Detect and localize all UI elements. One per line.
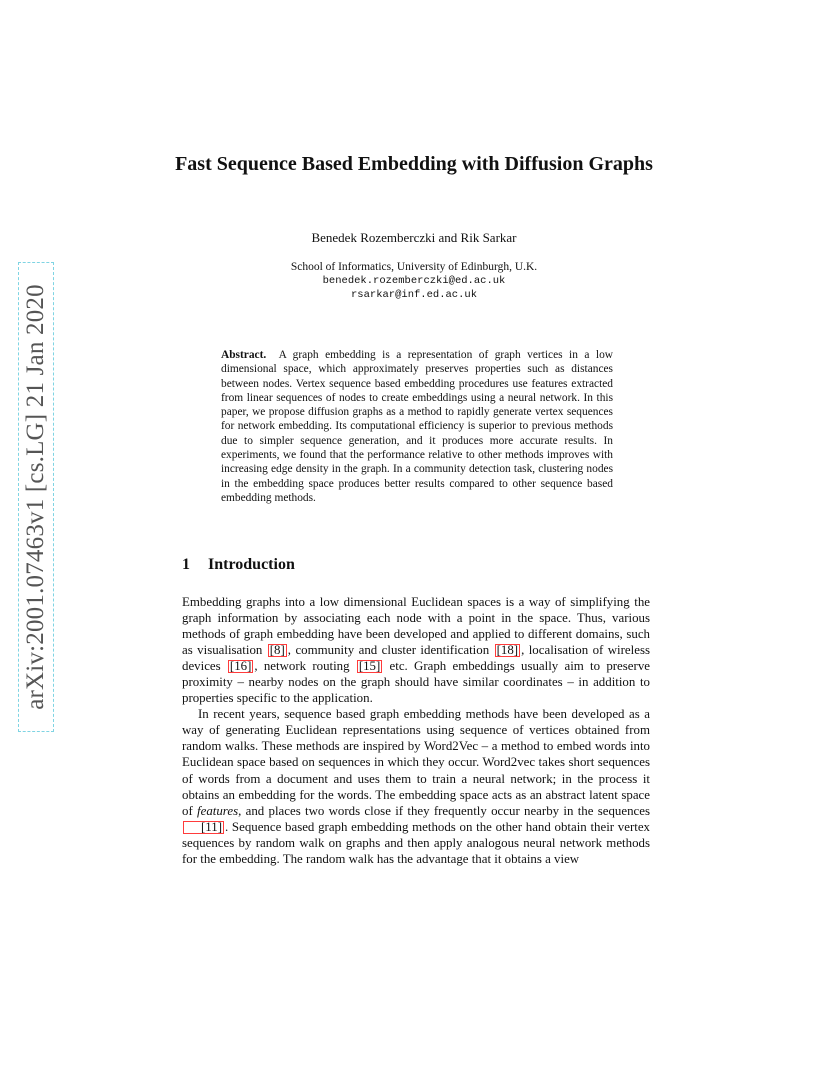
citation-link[interactable]: [8] bbox=[269, 643, 285, 658]
text-run: , network routing bbox=[254, 659, 356, 674]
arxiv-stamp bbox=[18, 262, 54, 732]
affiliation bbox=[170, 260, 658, 302]
authors: Benedek Rozemberczki and Rik Sarkar bbox=[311, 230, 517, 245]
abstract-text: A graph embedding is a representation of graph vertices in a low dimensional space, which approximately preserves properties such as distances between nodes. Vertex sequence based embedding procedures use features extracted from linear sequences of nodes to create embeddings using a neural network. In this paper, we propose diffusion graphs as a method to rapidly generate vertex sequences for network embedding. Its computational efficiency is superior to previous methods due to simpler sequence generation, and it produces more accurate results. In experiments, we found that the performance relative to other methods improves with increasing edge density in the graph. In a community detection task, clustering nodes in the embedding space produces better results compared to other sequence based embedding methods. bbox=[221, 349, 613, 504]
section-number: 1 bbox=[182, 556, 190, 573]
body-text bbox=[182, 594, 650, 867]
email-link-2[interactable]: rsarkar@inf.ed.ac.uk bbox=[350, 289, 478, 301]
emphasis: features bbox=[197, 803, 239, 818]
arxiv-identifier: arXiv:2001.07463v1 [cs.LG] 21 Jan 2020 bbox=[22, 284, 49, 710]
citation-link[interactable]: [15] bbox=[358, 659, 381, 674]
abstract-label: Abstract. bbox=[221, 349, 267, 361]
text-run: . Sequence based graph embedding methods on the other hand obtain their vertex sequences by random walk on graphs and then apply analogous neural network methods for the embedding. The random walk has the advantage that it obtains a view bbox=[182, 819, 650, 866]
paragraph-1 bbox=[182, 594, 650, 706]
text-run: etc. Graph embeddings usually aim to preserve proximity – nearby nodes on the graph should have similar coordinates – in addition to properties specific to the application. bbox=[182, 659, 650, 706]
citation-link[interactable]: [18] bbox=[496, 643, 519, 658]
paper-title: Fast Sequence Based Embedding with Diffusion Graphs bbox=[175, 153, 653, 175]
paragraph-2 bbox=[182, 706, 650, 866]
citation-link[interactable]: [11] bbox=[183, 821, 224, 834]
section-title: Introduction bbox=[208, 556, 295, 573]
text-run: , localisation of wireless devices bbox=[182, 643, 650, 674]
citation-link[interactable]: [16] bbox=[229, 659, 252, 674]
email-link-1[interactable]: benedek.rozemberczki@ed.ac.uk bbox=[322, 275, 506, 287]
section-heading bbox=[182, 556, 295, 574]
text-run: Embedding graphs into a low dimensional Euclidean spaces is a way of simplifying the graph information by associating each node with a point in the space. Thus, various methods of graph embedding have been developed and applied to different domains, such as visualisation bbox=[182, 595, 650, 658]
text-run: , community and cluster identification bbox=[287, 643, 494, 658]
abstract bbox=[221, 348, 613, 505]
text-run: , and places two words close if they frequently occur nearby in the sequences bbox=[238, 803, 650, 818]
text-run: In recent years, sequence based graph embedding methods have been developed as a way of generating Euclidean representations using sequence of vertices obtained from random walks. These methods are inspired by Word2Vec – a method to embed words into Euclidean space based on sequences in which they occur. Word2vec takes short sequences of words from a document and uses them to train a neural network; in the process it obtains an embedding for the words. The embedding space acts as an abstract latent space of bbox=[182, 707, 650, 818]
institution: School of Informatics, University of Edinburgh, U.K. bbox=[290, 261, 538, 273]
